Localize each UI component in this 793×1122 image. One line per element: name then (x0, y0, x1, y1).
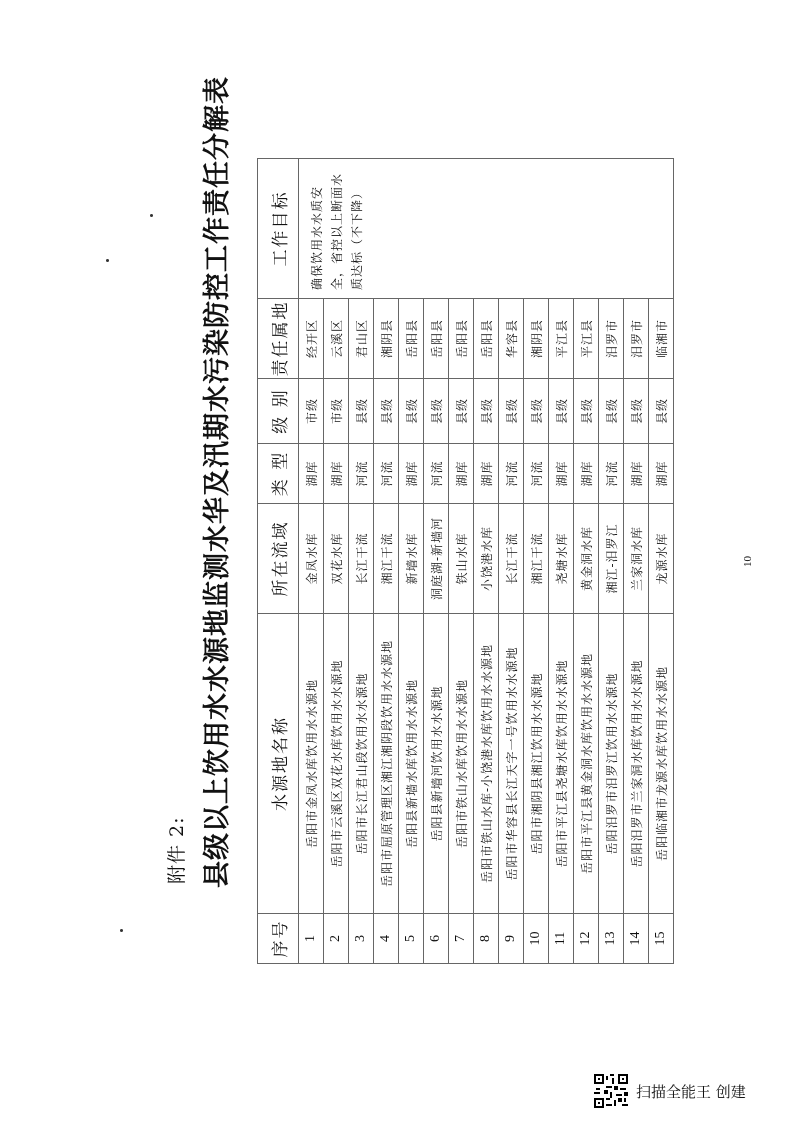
table-cell: 湘阴县 (374, 299, 399, 379)
table-cell: 县级 (499, 379, 524, 444)
table-cell: 湘江干流 (524, 504, 549, 614)
table-cell: 双花水库 (324, 504, 349, 614)
table-cell: 岳阳县新墙河饮用水水源地 (424, 614, 449, 914)
watermark-text: 扫描全能王 创建 (636, 1082, 746, 1101)
table-cell: 县级 (449, 379, 474, 444)
table-cell: 小饶港水库 (474, 504, 499, 614)
column-header: 所在流域 (258, 504, 299, 614)
table-cell: 金凤水库 (299, 504, 324, 614)
table-cell: 岳阳市湘阴县湘江饮用水水源地 (524, 614, 549, 914)
table-cell: 县级 (549, 379, 574, 444)
table-cell: 县级 (599, 379, 624, 444)
scan-speck (150, 214, 153, 217)
column-header: 责任属地 (258, 299, 299, 379)
table-cell: 湘江-汨罗江 (599, 504, 624, 614)
table-cell: 4 (374, 914, 399, 964)
qr-code-icon (594, 1074, 628, 1108)
table-cell: 县级 (349, 379, 374, 444)
scanner-watermark (594, 1074, 746, 1108)
table-cell: 2 (324, 914, 349, 964)
table-cell: 龙源水库 (649, 504, 674, 614)
table-cell: 县级 (624, 379, 649, 444)
table-cell: 湖库 (549, 444, 574, 504)
document-title: 县级以上饮用水水源地监测水华及汛期水污染防控工作责任分解表 (202, 76, 233, 888)
table-cell: 岳阳县 (449, 299, 474, 379)
table-cell: 县级 (524, 379, 549, 444)
table-cell: 岳阳市金凤水库饮用水水源地 (299, 614, 324, 914)
table-cell: 10 (524, 914, 549, 964)
table-cell: 兰家洞水库 (624, 504, 649, 614)
table-cell: 湖库 (624, 444, 649, 504)
table-cell: 岳阳县 (399, 299, 424, 379)
table-cell: 岳阳临湘市龙源水库饮用水水源地 (649, 614, 674, 914)
table-cell: 新墙水库 (399, 504, 424, 614)
column-header: 工作目标 (258, 159, 299, 299)
table-cell: 河流 (349, 444, 374, 504)
table-cell: 河流 (374, 444, 399, 504)
table-cell: 汨罗市 (599, 299, 624, 379)
scan-speck (120, 929, 123, 932)
table-cell: 岳阳汨罗市兰家洞水库饮用水水源地 (624, 614, 649, 914)
table-cell: 5 (399, 914, 424, 964)
table-cell: 15 (649, 914, 674, 964)
table-cell: 长江干流 (499, 504, 524, 614)
table-cell: 3 (349, 914, 374, 964)
table-cell: 9 (499, 914, 524, 964)
table-cell: 黄金洞水库 (574, 504, 599, 614)
table-cell: 湖库 (324, 444, 349, 504)
table-cell: 岳阳市铁山水库-小饶港水库饮用水水源地 (474, 614, 499, 914)
table-cell: 湖库 (574, 444, 599, 504)
work-goal-cell: 确保饮用水水质安全，省控以上断面水质达标（不下降） (299, 159, 674, 299)
table-cell: 湖库 (399, 444, 424, 504)
table-cell: 6 (424, 914, 449, 964)
table-cell: 市级 (324, 379, 349, 444)
table-cell: 云溪区 (324, 299, 349, 379)
table-cell: 平江县 (574, 299, 599, 379)
table-cell: 7 (449, 914, 474, 964)
table-cell: 13 (599, 914, 624, 964)
table-cell: 市级 (299, 379, 324, 444)
table-cell: 湘阴县 (524, 299, 549, 379)
table-cell: 经开区 (299, 299, 324, 379)
table-cell: 长江干流 (349, 504, 374, 614)
table-cell: 岳阳县新墙水库饮用水水源地 (399, 614, 424, 914)
table-cell: 君山区 (349, 299, 374, 379)
table-cell: 华容县 (499, 299, 524, 379)
column-header: 类 型 (258, 444, 299, 504)
table-cell: 河流 (424, 444, 449, 504)
scan-speck (106, 259, 109, 262)
table-cell: 14 (624, 914, 649, 964)
table-row (299, 159, 324, 964)
responsibility-table (257, 158, 674, 964)
table-cell: 岳阳县 (474, 299, 499, 379)
table-cell: 岳阳市平江县黄金洞水库饮用水水源地 (574, 614, 599, 914)
table-cell: 岳阳市长江君山段饮用水水源地 (349, 614, 374, 914)
column-header: 水源地名称 (258, 614, 299, 914)
table-cell: 河流 (499, 444, 524, 504)
table-cell: 县级 (574, 379, 599, 444)
table-cell: 县级 (424, 379, 449, 444)
table-cell: 湘江干流 (374, 504, 399, 614)
table-cell: 尧塘水库 (549, 504, 574, 614)
attachment-label: 附件 2: (166, 816, 188, 884)
table-cell: 县级 (474, 379, 499, 444)
table-cell: 河流 (524, 444, 549, 504)
table-cell: 湖库 (474, 444, 499, 504)
table-cell: 11 (549, 914, 574, 964)
table-cell: 岳阳市平江县尧塘水库饮用水水源地 (549, 614, 574, 914)
table-cell: 岳阳市云溪区双花水库饮用水水源地 (324, 614, 349, 914)
column-header: 序号 (258, 914, 299, 964)
table-cell: 县级 (399, 379, 424, 444)
table-cell: 岳阳市铁山水库饮用水水源地 (449, 614, 474, 914)
table-cell: 湖库 (299, 444, 324, 504)
table-cell: 岳阳市屈原管理区湘江湘阴段饮用水水源地 (374, 614, 399, 914)
table-cell: 县级 (649, 379, 674, 444)
table-header-row (258, 159, 299, 964)
table-cell: 汨罗市 (624, 299, 649, 379)
page-number: 10 (742, 556, 754, 567)
table-cell: 岳阳汨罗市汨罗江饮用水水源地 (599, 614, 624, 914)
table-cell: 临湘市 (649, 299, 674, 379)
table-cell: 平江县 (549, 299, 574, 379)
table-cell: 12 (574, 914, 599, 964)
table-cell: 湖库 (649, 444, 674, 504)
table-cell: 湖库 (449, 444, 474, 504)
table-cell: 8 (474, 914, 499, 964)
table-cell: 1 (299, 914, 324, 964)
table-cell: 岳阳县 (424, 299, 449, 379)
table-cell: 河流 (599, 444, 624, 504)
table-cell: 铁山水库 (449, 504, 474, 614)
table-cell: 县级 (374, 379, 399, 444)
table-cell: 岳阳市华容县长江天字一号饮用水水源地 (499, 614, 524, 914)
column-header: 级 别 (258, 379, 299, 444)
table-cell: 洞庭湖-新墙河 (424, 504, 449, 614)
